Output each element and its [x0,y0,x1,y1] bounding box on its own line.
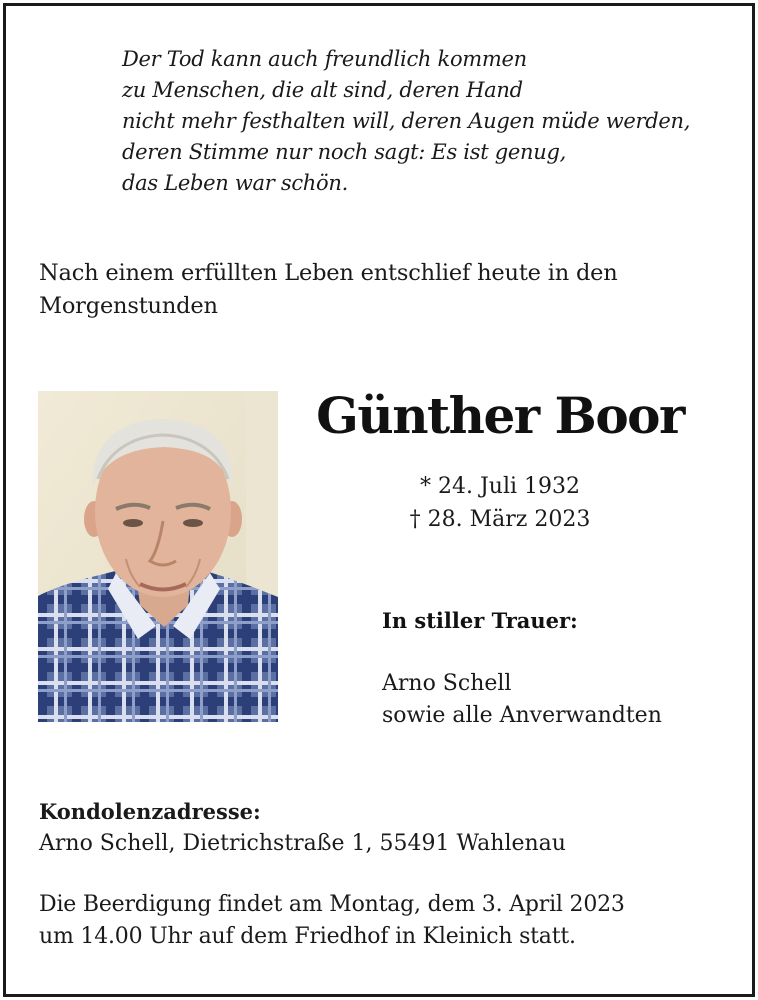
poem-line: Der Tod kann auch freundlich kommen [122,47,527,71]
mourner-name: Arno Schell [382,671,512,696]
birth-date: * 24. Juli 1932 [419,474,580,499]
poem-line: das Leben war schön. [122,171,348,195]
intro-text [39,257,729,323]
poem [122,44,732,199]
funeral-notice [39,889,739,953]
poem-line: zu Menschen, die alt sind, deren Hand [122,78,523,102]
condolence-address: Arno Schell, Dietrichstraße 1, 55491 Wahlenau [39,831,566,856]
portrait-photo [38,391,278,722]
death-date: † 28. März 2023 [409,507,591,532]
life-dates [290,470,710,536]
mourners-list [382,668,662,732]
mourner-name: sowie alle Anverwandten [382,703,662,728]
poem-line: deren Stimme nur noch sagt: Es ist genug, [122,140,566,164]
funeral-line: Die Beerdigung findet am Montag, dem 3. April 2023 [39,892,625,917]
funeral-line: um 14.00 Uhr auf dem Friedhof in Kleinich statt. [39,924,576,949]
condolence-address-block [39,796,729,860]
portrait-illustration [38,391,278,722]
intro-line: Nach einem erfüllten Leben entschlief heute in den [39,260,618,286]
mourning-heading: In stiller Trauer: [382,608,578,633]
intro-line: Morgenstunden [39,293,218,319]
condolence-heading: Kondolenzadresse: [39,799,261,824]
deceased-name: Günther Boor [316,386,684,445]
poem-line: nicht mehr festhalten will, deren Augen müde werden, [122,109,691,133]
